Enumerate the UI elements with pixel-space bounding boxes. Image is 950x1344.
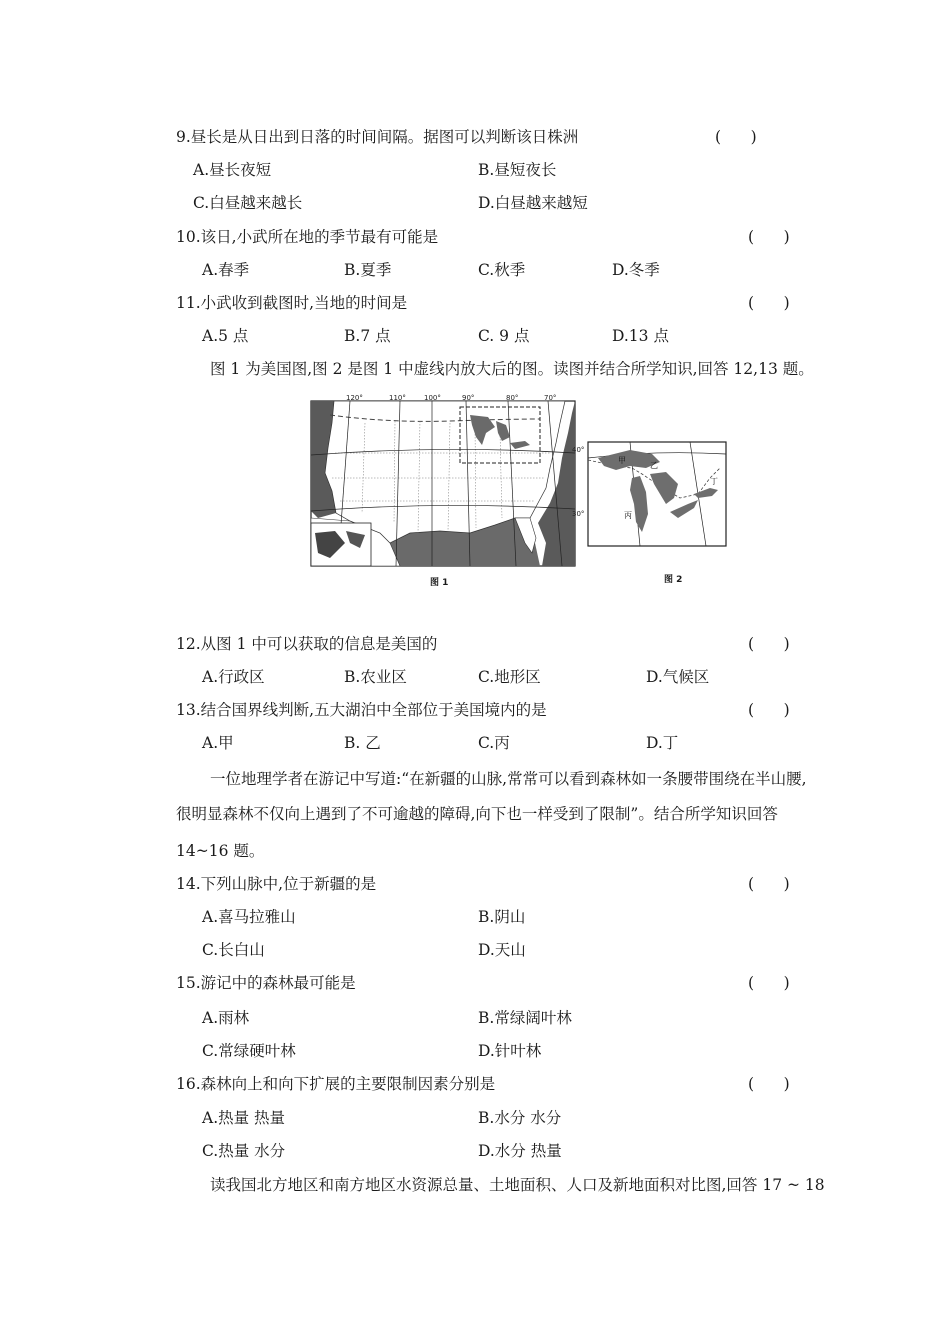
figure-2-great-lakes-map (570, 438, 728, 554)
q12-answer-bracket: ( ) (748, 635, 790, 653)
q13-answer-bracket: ( ) (748, 701, 790, 719)
lake-label-ding: 丁 (710, 477, 718, 486)
q10-option-a: A.春季 (202, 261, 250, 279)
forest-intro-line-1: 一位地理学者在游记中写道:“在新疆的山脉,常常可以看到森林如一条腰带围绕在半山腰, (210, 770, 807, 788)
maps-intro-paragraph: 图 1 为美国图,图 2 是图 1 中虚线内放大后的图。读图并结合所学知识,回答 12,13 题。 (210, 360, 814, 378)
forest-intro-line-2: 很明显森林不仅向上遇到了不可逾越的障碍,向下也一样受到了限制”。结合所学知识回答 (176, 805, 778, 823)
latitude-labels (570, 438, 590, 550)
q9-option-b: B.昼短夜长 (478, 161, 557, 179)
q10-stem: 10.该日,小武所在地的季节最有可能是 (176, 228, 439, 246)
q16-stem: 16.森林向上和向下扩展的主要限制因素分别是 (176, 1075, 496, 1093)
great-lakes-map-graphic (570, 438, 728, 550)
q14-option-b: B.阴山 (478, 908, 526, 926)
figure-1-caption: 图 1 (430, 578, 449, 588)
q10-option-c: C.秋季 (478, 261, 526, 279)
q15-option-a: A.雨林 (202, 1009, 250, 1027)
q14-option-d: D.天山 (478, 941, 526, 959)
forest-intro-line-3: 14~16 题。 (176, 842, 265, 860)
lat-30-label: 30° (572, 510, 585, 518)
q13-stem: 13.结合国界线判断,五大湖泊中全部位于美国境内的是 (176, 701, 547, 719)
q9-option-a: A.昼长夜短 (193, 161, 272, 179)
q12-option-a: A.行政区 (202, 668, 265, 686)
lat-40-label: 40° (572, 446, 585, 454)
q9-answer-bracket: ( ) (715, 128, 757, 146)
q16-option-a: A.热量 热量 (202, 1109, 286, 1127)
q15-stem: 15.游记中的森林最可能是 (176, 974, 356, 992)
q15-option-c: C.常绿硬叶林 (202, 1042, 296, 1060)
figure-2-caption: 图 2 (664, 575, 683, 585)
q9-option-d: D.白昼越来越短 (478, 194, 588, 212)
q12-option-b: B.农业区 (344, 668, 407, 686)
lake-label-bing: 丙 (624, 511, 632, 520)
q12-option-d: D.气候区 (646, 668, 710, 686)
q11-option-a: A.5 点 (202, 327, 249, 345)
q13-option-b: B. 乙 (344, 734, 381, 752)
q12-option-c: C.地形区 (478, 668, 541, 686)
q9-stem: 9.昼长是从日出到日落的时间间隔。据图可以判断该日株洲 (176, 128, 579, 146)
q14-option-c: C.长白山 (202, 941, 265, 959)
usa-map-graphic (310, 393, 578, 568)
q10-option-d: D.冬季 (612, 261, 660, 279)
lon-110-label: 110° (389, 394, 406, 402)
q10-option-b: B.夏季 (344, 261, 392, 279)
q13-option-c: C.丙 (478, 734, 510, 752)
q12-stem: 12.从图 1 中可以获取的信息是美国的 (176, 635, 438, 653)
q11-stem: 11.小武收到截图时,当地的时间是 (176, 294, 408, 312)
lon-90-label: 90° (462, 394, 475, 402)
lon-120-label: 120° (346, 394, 363, 402)
q15-option-b: B.常绿阔叶林 (478, 1009, 572, 1027)
q11-answer-bracket: ( ) (748, 294, 790, 312)
q16-answer-bracket: ( ) (748, 1075, 790, 1093)
q15-option-d: D.针叶林 (478, 1042, 542, 1060)
q13-option-d: D.丁 (646, 734, 679, 752)
figure-1-usa-map (310, 393, 578, 572)
q11-option-d: D.13 点 (612, 327, 669, 345)
water-intro-paragraph: 读我国北方地区和南方地区水资源总量、土地面积、人口及新地面积对比图,回答 17 ~ 18 (210, 1176, 825, 1194)
q13-option-a: A.甲 (202, 734, 234, 752)
q11-option-b: B.7 点 (344, 327, 391, 345)
q14-answer-bracket: ( ) (748, 875, 790, 893)
lon-70-label: 70° (544, 394, 557, 402)
lake-label-yi: 乙 (650, 461, 658, 470)
q16-option-d: D.水分 热量 (478, 1142, 562, 1160)
q16-option-b: B.水分 水分 (478, 1109, 562, 1127)
q15-answer-bracket: ( ) (748, 974, 790, 992)
q9-option-c: C.白昼越来越长 (193, 194, 303, 212)
q14-option-a: A.喜马拉雅山 (202, 908, 296, 926)
lon-80-label: 80° (506, 394, 519, 402)
q14-stem: 14.下列山脉中,位于新疆的是 (176, 875, 377, 893)
q10-answer-bracket: ( ) (748, 228, 790, 246)
q16-option-c: C.热量 水分 (202, 1142, 286, 1160)
q11-option-c: C. 9 点 (478, 327, 530, 345)
lake-label-jia: 甲 (618, 456, 626, 465)
lon-100-label: 100° (424, 394, 441, 402)
